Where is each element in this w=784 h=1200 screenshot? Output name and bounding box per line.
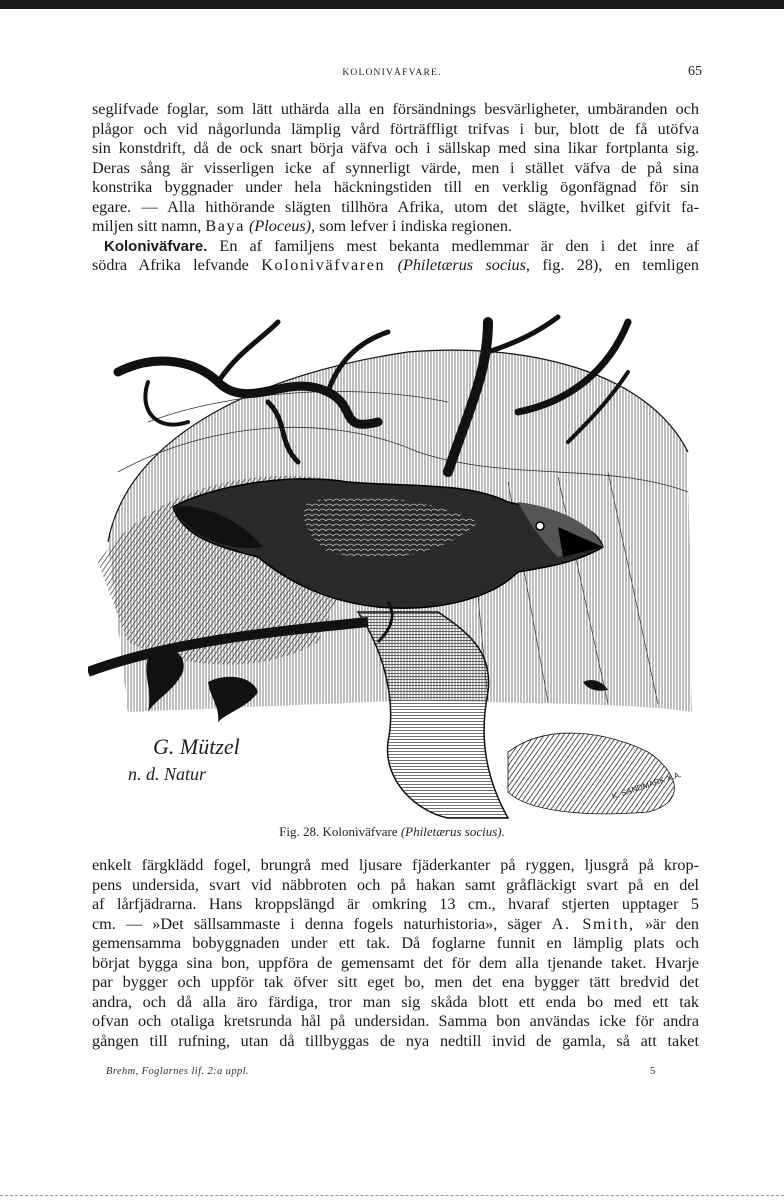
text-line: pens undersida, svart vid näbbroten och på hakan samt gråfläckigt svart på en del	[92, 875, 699, 894]
text-fragment: fig. 28), en temligen	[529, 256, 699, 274]
text-fragment: »är den	[634, 914, 699, 933]
section-heading: Koloniväfvare.	[104, 237, 208, 255]
figure-title: Koloniväfvare	[322, 824, 398, 839]
running-head: KOLONIVÅFVARE.	[342, 68, 442, 78]
text-line: börjat bygga sina bon, uppföra de gemensamt det för dem alla tjenande taket. Hvarje	[92, 953, 699, 972]
page-number: 65	[688, 64, 702, 79]
artist-signature: G. Mützel	[153, 734, 240, 759]
text-line	[92, 217, 699, 237]
latin-name: (Ploceus),	[244, 217, 316, 235]
scan-bottom-edge	[0, 1195, 784, 1196]
text-line: andra, och då alla äro färdiga, tror man sig skåda blott ett enda bo med ett tak	[92, 992, 699, 1011]
text-fragment: En af familjens mest bekanta medlemmar är den i det inre af	[207, 236, 699, 255]
text-fragment: miljen sitt namn,	[92, 217, 206, 235]
spaced-name: A. Smith,	[551, 914, 635, 933]
text-line	[92, 915, 699, 935]
text-line: konstrika byggnader under hela häckningstiden till en verklig ögonfägnad för sin	[92, 178, 699, 196]
footer-source: Brehm, Foglarnes lif. 2:a uppl.	[106, 1066, 249, 1077]
text-line: enkelt färgklädd fogel, brungrå med ljusare fjäderkanter på ryggen, ljusgrå på krop-	[92, 856, 699, 874]
spaced-name: Koloniväfvaren	[261, 256, 386, 274]
text-line: af lårfjädrarna. Hans kroppslängd är omkring 13 cm., hvaraf stjerten upptager 5	[92, 895, 699, 913]
signature-mark: 5	[650, 1066, 656, 1077]
text-line: egare. — Alla hithörande slägten tillhöra Afrika, utom det slägte, hvilket gifvit fa-	[92, 197, 699, 216]
text-line: seglifvade foglar, som lätt uthärda alla en försändnings besvärligheter, umbäranden och	[92, 100, 699, 118]
text-line: plågor och vid någorlunda lämplig vård förträffligt trifvas i bur, blott de få utöfva	[92, 119, 699, 138]
text-fragment: södra Afrika lefvande	[92, 256, 262, 274]
text-line: ofvan och otaliga kretsrunda hål på undersidan. Samma bon användas icke för andra	[92, 1012, 699, 1030]
figure-latin-name: (Philetærus socius).	[400, 824, 505, 839]
text-line: par bygger och uppför tak öfver sitt eget bo, men det ena bygger tätt bredvid det	[92, 973, 699, 991]
text-line: Deras sång är visserligen icke af synnerligt värde, men i stället väfva de på sina	[92, 158, 699, 177]
text-line	[92, 237, 699, 257]
text-fragment: cm. — »Det sällsammaste i denna fogels naturhistoria», säger	[92, 914, 552, 933]
text-line: sin konstdrift, då de ock snart börja väfva och i sällskap med sina likar fortplanta sig.	[92, 139, 699, 157]
foliage	[508, 733, 674, 814]
text-line: gemensamma bobyggnaden under ett tak. Då foglarne funnit en lämplig plats och	[92, 934, 699, 952]
latin-name: (Philetærus socius,	[385, 256, 530, 274]
figure-caption	[0, 824, 784, 840]
text-fragment: som lefver i indiska regionen.	[315, 217, 513, 235]
spaced-name: Baya	[205, 217, 245, 235]
weaver-bird-engraving	[88, 312, 700, 820]
artist-note: n. d. Natur	[128, 764, 207, 784]
figure-number: Fig. 28.	[279, 824, 320, 839]
text-line	[92, 256, 699, 276]
body-text-upper	[92, 100, 699, 276]
text-line: gången till rufning, utan då tillbyggas de nya nedtill invid de gamla, så att taket	[92, 1031, 699, 1050]
engraver-signature: K. SANDMARK X.A.	[610, 769, 683, 801]
body-text-lower	[92, 856, 699, 1051]
